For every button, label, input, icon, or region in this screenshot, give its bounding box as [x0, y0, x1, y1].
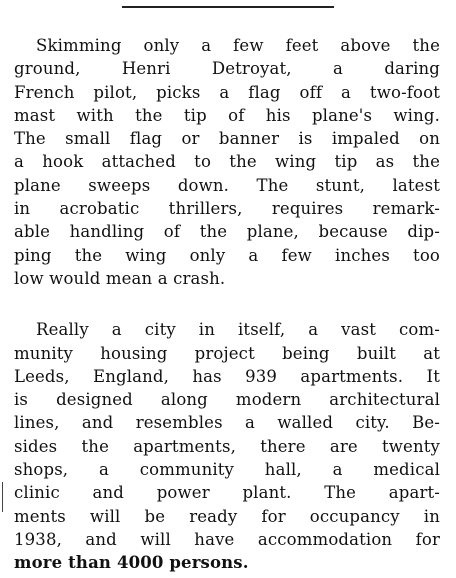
text-line: plane sweeps down. The stunt, latest	[14, 175, 440, 195]
text-line: in acrobatic thrillers, requires remark-	[14, 199, 440, 219]
text-line: lines, and resembles a walled city. Be-	[14, 413, 440, 433]
text-line: The small flag or banner is impaled on	[14, 129, 440, 149]
text-line: ping the wing only a few inches too	[14, 245, 440, 265]
margin-mark	[2, 482, 3, 512]
text-line: more than 4000 persons.	[14, 553, 249, 573]
text-line: Skimming only a few feet above the	[36, 36, 440, 55]
text-line: French pilot, picks a flag off a two-foot	[14, 82, 440, 102]
text-line: Leeds, England, has 939 apartments. It	[14, 366, 440, 386]
text-line: clinic and power plant. The apart-	[14, 483, 440, 503]
text-line: munity housing project being built at	[14, 343, 440, 363]
text-line: sides the apartments, there are twenty	[14, 436, 440, 456]
text-line: is designed along modern architectural	[14, 390, 440, 410]
text-line: low would mean a crash.	[14, 268, 226, 288]
text-line: able handling of the plane, because dip-	[14, 222, 440, 242]
text-line: ground, Henri Detroyat, a daring	[14, 59, 440, 79]
article-column	[14, 34, 440, 575]
paragraph-stunt-pilot	[14, 34, 440, 290]
text-line: 1938, and will have accommodation for	[14, 529, 440, 549]
paragraph-leeds-housing	[14, 318, 440, 574]
column-top-rule	[122, 6, 334, 8]
text-line: shops, a community hall, a medical	[14, 460, 440, 480]
text-line: a hook attached to the wing tip as the	[14, 152, 440, 172]
text-line: mast with the tip of his plane's wing.	[14, 105, 440, 125]
text-line: Really a city in itself, a vast com-	[36, 320, 440, 340]
text-line: ments will be ready for occupancy in	[14, 506, 440, 526]
